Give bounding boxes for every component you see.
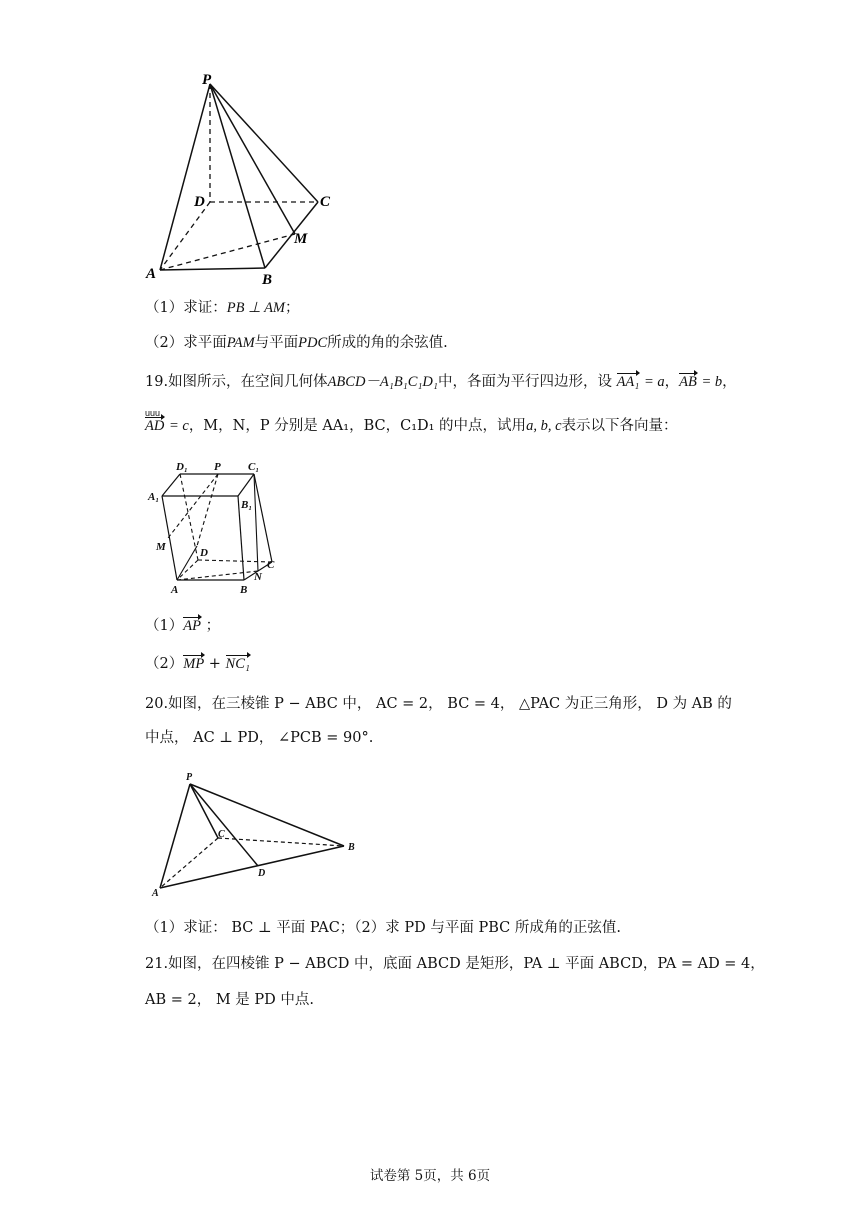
q19-part2: （2）MP + NC₁ — [145, 656, 250, 672]
label-n: N — [254, 571, 262, 583]
label-a1: A₁ — [148, 491, 160, 503]
q18-part1: （1）求证：PB ⊥ AM； — [145, 300, 300, 316]
label-m: M — [156, 541, 166, 553]
q20-line1: 20.如图，在三棱锥 P − ABC 中， AC = 2， BC = 4， △PAC 为正三角形， D 为 AB 的 — [145, 696, 732, 712]
label-a: A — [171, 584, 179, 596]
ocr-artifact: uuu — [145, 408, 161, 418]
label-a: A — [152, 888, 159, 898]
label-d: D — [194, 194, 205, 210]
label-b1: B₁ — [241, 499, 253, 511]
figure-parallelepiped — [140, 456, 290, 601]
label-c: C — [267, 559, 275, 571]
q19-intro-line1: 19.如图所示，在空间几何体ABCD－A₁B₁C₁D₁中，各面为平行四边形，设 AA₁ = a，AB = b， — [145, 374, 737, 390]
label-m: M — [294, 231, 308, 247]
label-p: P — [202, 72, 212, 88]
q19-intro-line2: AD = c，M，N，P 分别是 AA₁，BC，C₁D₁ 的中点，试用a, b, c表示以下各向量： — [145, 418, 678, 434]
figure-triangular-pyramid — [148, 768, 368, 898]
q20-line2: 中点， AC ⊥ PD， ∠PCB = 90°. — [145, 730, 374, 746]
label-a: A — [146, 266, 157, 282]
figure-pyramid-pabcd — [140, 68, 350, 288]
q21-line1: 21.如图，在四棱锥 P − ABCD 中，底面 ABCD 是矩形，PA ⊥ 平面 ABCD，PA = AD = 4， — [145, 956, 765, 972]
q19-part1: （1）AP ； — [145, 618, 221, 634]
label-p: P — [214, 461, 221, 473]
q20-parts: （1）求证： BC ⊥ 平面 PAC；（2）求 PD 与平面 PBC 所成角的正弦值. — [145, 920, 621, 936]
label-c1: C₁ — [248, 461, 260, 473]
label-d1: D₁ — [176, 461, 188, 473]
label-p: P — [186, 772, 193, 783]
label-b: B — [348, 842, 355, 853]
q21-line2: AB = 2， M 是 PD 中点. — [145, 992, 314, 1008]
page-footer: 试卷第 5页，共 6页 — [369, 1168, 491, 1184]
label-b: B — [240, 584, 248, 596]
label-c: C — [218, 829, 225, 840]
label-c: C — [320, 194, 331, 210]
label-d: D — [258, 868, 266, 879]
label-d: D — [200, 547, 208, 559]
label-b: B — [262, 272, 273, 288]
q18-part2: （2）求平面PAM与平面PDC所成的角的余弦值. — [145, 335, 448, 351]
